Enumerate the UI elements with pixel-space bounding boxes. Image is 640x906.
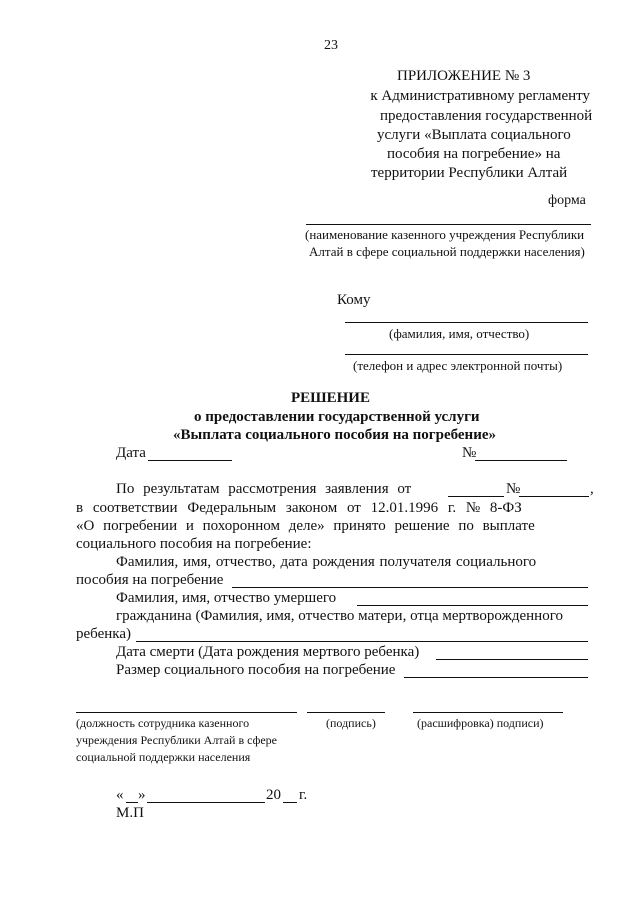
- body-text: социального пособия на погребение:: [76, 536, 312, 552]
- application-date-line: [448, 496, 504, 497]
- institution-line: [306, 224, 591, 225]
- body-text: пособия на погребение: [76, 572, 224, 588]
- appendix-line: предоставления государственной: [380, 108, 593, 124]
- body-text: в соответствии Федеральным законом от 12.01.1996 г. № 8-ФЗ: [76, 500, 522, 516]
- sign-line: [307, 712, 385, 713]
- parent-line: [136, 641, 588, 642]
- amount-line: [404, 677, 588, 678]
- institution-caption: (наименование казенного учреждения Республики: [305, 227, 585, 242]
- year-line: [283, 802, 297, 803]
- body-text: Размер социального пособия на погребение: [116, 662, 396, 678]
- day-line: [126, 802, 138, 803]
- body-text: гражданина (Фамилия, имя, отчество матери, отца мертворожденного: [116, 608, 563, 624]
- appendix-line: пособия на погребение» на: [387, 146, 561, 162]
- name-line: [345, 322, 588, 323]
- body-text: Фамилия, имя, отчество, дата рождения получателя социального: [116, 554, 537, 570]
- contact-caption: (телефон и адрес электронной почты): [353, 358, 563, 373]
- body-text: Дата смерти (Дата рождения мертвого ребенка): [116, 644, 420, 660]
- number-line: [475, 460, 567, 461]
- date-label: Дата: [116, 445, 146, 461]
- decision-subtitle: «Выплата социального пособия на погребение»: [173, 427, 496, 443]
- sign-caption: (подпись): [326, 716, 376, 730]
- appendix-title: ПРИЛОЖЕНИЕ № 3: [397, 68, 531, 84]
- recipient-line: [232, 587, 588, 588]
- footer-year-prefix: 20: [266, 787, 281, 803]
- body-text: ,: [590, 481, 594, 497]
- position-caption: (должность сотрудника казенного: [76, 716, 250, 730]
- body-text: ребенка): [76, 626, 131, 642]
- appendix-line: услуги «Выплата социального: [377, 127, 571, 143]
- appendix-line: к Административному регламенту: [370, 88, 590, 104]
- date-line: [148, 460, 232, 461]
- contact-line: [345, 354, 588, 355]
- death-date-line: [436, 659, 588, 660]
- month-line: [147, 802, 265, 803]
- appendix-line: территории Республики Алтай: [371, 165, 568, 181]
- footer-date-open: «: [116, 787, 124, 803]
- decision-title: РЕШЕНИЕ: [291, 390, 370, 406]
- position-line: [76, 712, 297, 713]
- to-label: Кому: [337, 292, 371, 308]
- decode-line: [413, 712, 563, 713]
- deceased-line: [357, 605, 588, 606]
- body-text: №: [506, 481, 521, 497]
- number-label: №: [462, 445, 477, 461]
- name-caption: (фамилия, имя, отчество): [389, 326, 530, 341]
- body-text: По результатам рассмотрения заявления от: [116, 481, 412, 497]
- page-number: 23: [324, 38, 338, 53]
- decision-subtitle: о предоставлении государственной услуги: [194, 409, 480, 425]
- position-caption: учреждения Республики Алтай в сфере: [76, 733, 278, 747]
- footer-year-suffix: г.: [299, 787, 308, 803]
- form-label: форма: [548, 193, 586, 208]
- footer-date-close: »: [138, 787, 146, 803]
- stamp-label: М.П: [116, 805, 144, 821]
- institution-caption: Алтай в сфере социальной поддержки населения): [309, 244, 585, 259]
- position-caption: социальной поддержки населения: [76, 750, 251, 764]
- decode-caption: (расшифровка) подписи): [417, 716, 544, 730]
- body-text: «О погребении и похоронном деле» принято решение по выплате: [76, 518, 535, 534]
- body-text: Фамилия, имя, отчество умершего: [116, 590, 337, 606]
- application-number-line: [519, 496, 589, 497]
